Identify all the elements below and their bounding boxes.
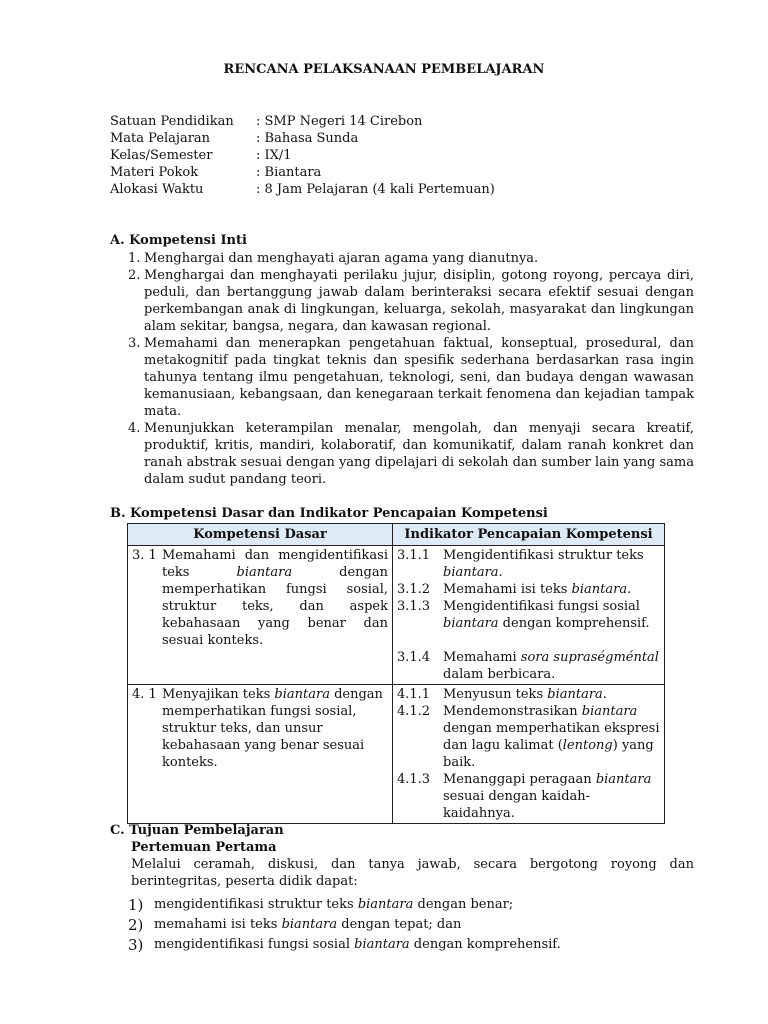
indicator-number: 3.1.2 — [397, 582, 431, 597]
competency-table — [127, 523, 665, 824]
indicator-number: 4.1.3 — [397, 772, 431, 787]
info-label: Kelas/Semester — [110, 148, 213, 163]
list-number: 1) — [128, 896, 144, 914]
indicator-item — [397, 771, 660, 822]
indicator-cell — [393, 546, 665, 685]
objective-list — [128, 895, 561, 955]
meeting-subtitle: Pertemuan Pertama — [131, 840, 277, 855]
indicator-number: 3.1.3 — [397, 599, 431, 614]
list-item — [128, 250, 694, 267]
indicator-text: Mendemonstrasikan biantara dengan memperhatikan ekspresi dan lagu kalimat (lentong) yang baik. — [443, 704, 660, 770]
table-row — [128, 546, 665, 685]
kd-number: 3. 1 — [132, 548, 157, 563]
info-value: : SMP Negeri 14 Cirebon — [256, 114, 423, 129]
list-text: Menunjukkan keterampilan menalar, mengolah, dan menyaji secara kreatif, produktif, kritis, mandiri, kolaboratif, dan komunikatif, dalam ranah konkret dan ranah abstrak sesuai dengan yang dipelajari di sekolah dan sumber lain yang sama dalam sudut pandang teori. — [144, 421, 694, 487]
indicator-item — [397, 598, 660, 632]
section-a-heading: A. Kompetensi Inti — [110, 233, 247, 248]
info-row — [110, 164, 495, 181]
info-label: Materi Pokok — [110, 165, 199, 180]
list-item — [128, 420, 694, 488]
indicator-number: 4.1.1 — [397, 687, 431, 702]
list-text: mengidentifikasi struktur teks biantara dengan benar; — [154, 897, 514, 912]
list-item — [128, 895, 561, 915]
info-value: : IX/1 — [256, 148, 292, 163]
list-text: mengidentifikasi fungsi sosial biantara dengan komprehensif. — [154, 937, 561, 952]
info-label: Alokasi Waktu — [110, 182, 204, 197]
indicator-item — [397, 703, 660, 771]
info-label: Mata Pelajaran — [110, 131, 211, 146]
section-b-heading: B. Kompetensi Dasar dan Indikator Pencapaian Kompetensi — [110, 506, 548, 521]
info-value: : Bahasa Sunda — [256, 131, 359, 146]
kd-text: Memahami dan mengidentifikasi teks biantara dengan memperhatikan fungsi sosial, struktur teks, dan aspek kebahasaan yang benar dan sesuai konteks. — [162, 548, 388, 648]
indicator-text: Mengidentifikasi fungsi sosial biantara dengan komprehensif. — [443, 599, 650, 631]
indicator-text: Mengidentifikasi struktur teks biantara. — [443, 548, 644, 580]
info-row — [110, 181, 495, 198]
list-number: 2) — [128, 916, 144, 934]
info-label: Satuan Pendidikan — [110, 114, 234, 129]
identity-block — [110, 113, 495, 198]
indicator-number: 3.1.4 — [397, 650, 431, 665]
list-text: Memahami dan menerapkan pengetahuan faktual, konseptual, prosedural, dan metakognitif pada tingkat teknis dan spesifik sederhana berdasarkan rasa ingin tahunya tentang ilmu pengetahuan, teknologi, seni, dan budaya dengan wawasan kemanusiaan, kebangsaan, dan kenegaraan terkait fenomena dan kejadian tampak mata. — [144, 336, 694, 419]
section-c-heading: C. Tujuan Pembelajaran — [110, 823, 284, 838]
info-row — [110, 113, 495, 130]
column-header-kd: Kompetensi Dasar — [128, 524, 393, 546]
indicator-item — [397, 686, 660, 703]
list-number: 3) — [128, 936, 144, 954]
kompetensi-inti-list — [128, 250, 694, 488]
indicator-item — [397, 581, 660, 598]
table-header-row — [128, 524, 665, 546]
kd-text: Menyajikan teks biantara dengan memperhatikan fungsi sosial, struktur teks, dan unsur kebahasaan yang benar sesuai konteks. — [162, 687, 383, 770]
list-text: memahami isi teks biantara dengan tepat; dan — [154, 917, 462, 932]
objective-intro: Melalui ceramah, diskusi, dan tanya jawab, secara bergotong royong dan berintegritas, peserta didik dapat: — [131, 857, 694, 889]
indicator-item — [397, 649, 660, 683]
list-text: Menghargai dan menghayati ajaran agama yang dianutnya. — [144, 251, 539, 266]
info-row — [110, 130, 495, 147]
indicator-number: 3.1.1 — [397, 548, 431, 563]
section-c — [110, 822, 694, 890]
list-number: 1. — [128, 251, 141, 266]
list-number: 4. — [128, 421, 141, 436]
list-item — [128, 935, 561, 955]
table-row — [128, 685, 665, 824]
list-item — [128, 915, 561, 935]
list-text: Menghargai dan menghayati perilaku jujur, disiplin, gotong royong, percaya diri, peduli, dan bertanggung jawab dalam berinteraksi secara efektif sesuai dengan perkembangan anak di lingkungan, keluarga, sekolah, masyarakat dan lingkungan alam sekitar, bangsa, negara, dan kawasan regional. — [144, 268, 694, 334]
list-item — [128, 267, 694, 335]
info-value: : Biantara — [256, 165, 322, 180]
indicator-text: Menyusun teks biantara. — [443, 687, 607, 702]
list-item — [128, 335, 694, 420]
info-value: : 8 Jam Pelajaran (4 kali Pertemuan) — [256, 182, 495, 197]
indicator-number: 4.1.2 — [397, 704, 431, 719]
indicator-text: Memahami sora supraségméntal dalam berbicara. — [443, 650, 659, 682]
document-title: RENCANA PELAKSANAAN PEMBELAJARAN — [223, 62, 545, 77]
kd-cell — [128, 685, 393, 824]
indicator-text: Menanggapi peragaan biantara sesuai dengan kaidah-kaidahnya. — [443, 772, 652, 821]
column-header-indicator: Indikator Pencapaian Kompetensi — [393, 524, 665, 546]
kd-cell — [128, 546, 393, 685]
info-row — [110, 147, 495, 164]
kd-number: 4. 1 — [132, 687, 157, 702]
indicator-item — [397, 547, 660, 581]
list-number: 2. — [128, 268, 141, 283]
list-number: 3. — [128, 336, 141, 351]
indicator-cell — [393, 685, 665, 824]
indicator-text: Memahami isi teks biantara. — [443, 582, 632, 597]
